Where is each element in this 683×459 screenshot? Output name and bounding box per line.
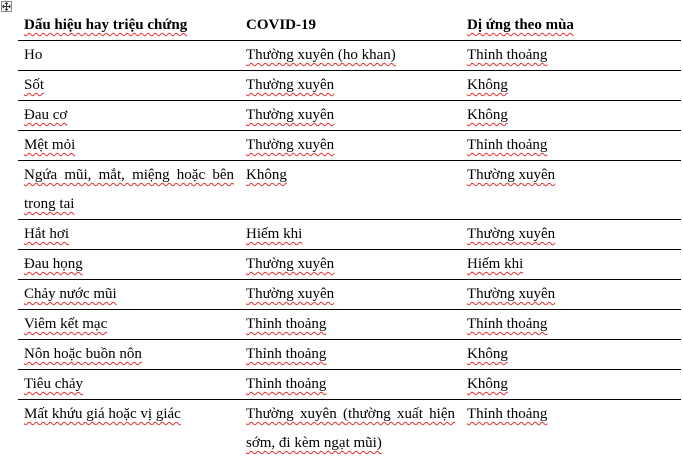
symptom-cell: Chảy nước mũi: [24, 286, 117, 302]
table-row: [18, 310, 681, 340]
symptom-cell: Đau họng: [24, 256, 83, 272]
allergy-cell: Không: [467, 376, 508, 392]
table-row: [18, 340, 681, 370]
table-row: [18, 101, 681, 131]
symptom-cell: Đau cơ: [24, 107, 68, 123]
symptom-cell: Hắt hơi: [24, 226, 70, 242]
header-allergy: Dị ứng theo mùa: [467, 17, 574, 33]
table-row: [18, 131, 681, 161]
covid-cell: Thường xuyên (thường xuất hiện sớm, đi kèm ngạt mũi): [246, 406, 455, 451]
move-arrows-icon: [2, 2, 11, 11]
symptom-cell: Ho: [24, 47, 43, 63]
symptom-cell: Mất khứu giá hoặc vị giác: [24, 406, 181, 422]
covid-cell: Thỉnh thoảng: [246, 316, 327, 332]
symptom-cell: Ngứa mũi, mắt, miệng hoặc bên trong tai: [24, 167, 234, 212]
allergy-cell: Thỉnh thoảng: [467, 316, 548, 332]
table-row: [18, 280, 681, 310]
header-symptom: Dấu hiệu hay triệu chứng: [24, 17, 188, 33]
table-row: [18, 220, 681, 250]
symptom-cell: Viêm kết mạc: [24, 316, 108, 332]
covid-cell: Thường xuyên (ho khan): [246, 47, 396, 63]
table-move-handle[interactable]: [1, 1, 12, 12]
table-row: [18, 161, 681, 220]
header-covid: COVID-19: [246, 17, 316, 33]
symptom-cell: Sốt: [24, 77, 45, 93]
allergy-cell: Không: [467, 107, 508, 123]
symptoms-table: [18, 11, 681, 458]
allergy-cell: Thỉnh thoảng: [467, 406, 548, 422]
allergy-cell: Thường xuyên: [467, 226, 556, 242]
covid-cell: Thường xuyên: [246, 107, 335, 123]
symptom-cell: Tiêu chảy: [24, 376, 84, 392]
allergy-cell: Thỉnh thoảng: [467, 137, 548, 153]
symptom-cell: Mệt mỏi: [24, 137, 76, 153]
covid-cell: Thường xuyên: [246, 256, 335, 272]
allergy-cell: Thỉnh thoảng: [467, 47, 548, 63]
allergy-cell: Không: [467, 346, 508, 362]
covid-cell: Thỉnh thoảng: [246, 376, 327, 392]
allergy-cell: Thường xuyên: [467, 167, 556, 183]
covid-cell: Không: [246, 167, 287, 183]
table-row: [18, 250, 681, 280]
covid-cell: Thường xuyên: [246, 137, 335, 153]
covid-cell: Thường xuyên: [246, 286, 335, 302]
allergy-cell: Hiếm khi: [467, 256, 524, 272]
table-row: [18, 71, 681, 101]
allergy-cell: Không: [467, 77, 508, 93]
symptom-cell: Nôn hoặc buồn nôn: [24, 346, 142, 362]
covid-cell: Hiếm khi: [246, 226, 303, 242]
table-row: [18, 400, 681, 459]
allergy-cell: Thường xuyên: [467, 286, 556, 302]
table-row: [18, 370, 681, 400]
covid-cell: Thỉnh thoảng: [246, 346, 327, 362]
table-row: [18, 41, 681, 71]
table-header-row: [18, 11, 681, 41]
covid-cell: Thường xuyên: [246, 77, 335, 93]
